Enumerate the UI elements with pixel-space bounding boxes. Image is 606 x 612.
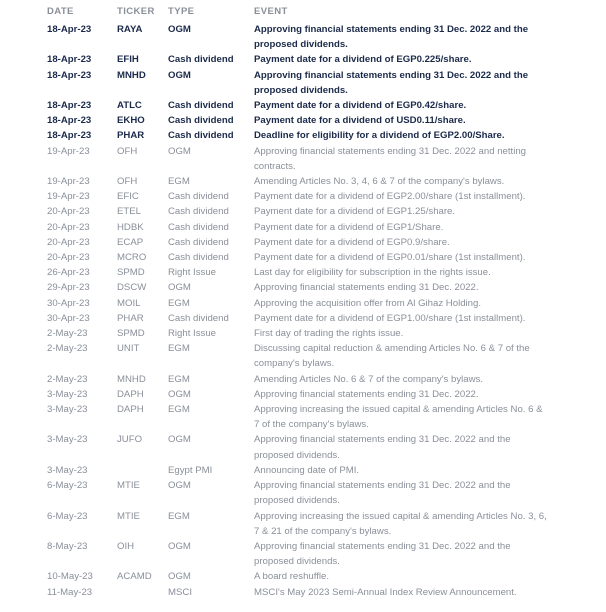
row-type: OGM	[168, 282, 191, 294]
row-ticker: SPMD	[117, 267, 145, 279]
table-row	[0, 478, 606, 508]
row-ticker: EFIH	[117, 54, 139, 66]
row-event: Approving financial statements ending 31 Dec. 2022 and the proposed dividends.	[254, 480, 511, 507]
row-type: OGM	[168, 145, 191, 157]
row-ticker: ATLC	[117, 100, 142, 112]
row-ticker: OFH	[117, 145, 138, 157]
table-row	[0, 250, 606, 265]
table-row	[0, 22, 606, 52]
row-date: 19-Apr-23	[47, 176, 90, 188]
table-row	[0, 569, 606, 584]
row-type: Cash dividend	[168, 130, 234, 142]
table-row	[0, 265, 606, 280]
row-date: 3-May-23	[47, 434, 88, 446]
row-date: 18-Apr-23	[47, 24, 92, 35]
row-type: EGM	[168, 373, 190, 385]
row-event: Approving financial statements ending 31 Dec. 2022 and the proposed dividends.	[254, 434, 511, 461]
table-row	[0, 296, 606, 311]
row-type: Cash dividend	[168, 236, 229, 248]
row-date: 11-May-23	[47, 586, 93, 598]
row-date: 20-Apr-23	[47, 236, 90, 248]
row-ticker: ACAMD	[117, 571, 152, 583]
row-ticker: ECAP	[117, 236, 144, 248]
row-event: Amending Articles No. 3, 4, 6 & 7 of the company's bylaws.	[254, 176, 505, 188]
row-date: 6-May-23	[47, 510, 88, 522]
row-type: OGM	[168, 388, 191, 400]
row-event: Approving financial statements ending 31 Dec. 2022 and the proposed dividends.	[254, 24, 529, 51]
row-date: 19-Apr-23	[47, 191, 90, 203]
row-event: A board reshuffle.	[254, 571, 330, 583]
row-event: Approving increasing the issued capital & amending Articles No. 6 & 7 of the company's bylaws.	[254, 404, 543, 431]
table-row	[0, 220, 606, 235]
row-ticker: PHAR	[117, 312, 144, 324]
row-date: 8-May-23	[47, 540, 88, 552]
row-date: 30-Apr-23	[47, 297, 90, 309]
row-ticker: MCRO	[117, 252, 147, 264]
table-row	[0, 585, 606, 600]
row-type: OGM	[168, 24, 191, 35]
row-date: 18-Apr-23	[47, 130, 92, 142]
row-date: 10-May-23	[47, 571, 93, 583]
table-row	[0, 326, 606, 341]
row-event: Approving financial statements ending 31 Dec. 2022 and the proposed dividends.	[254, 540, 511, 568]
table-row	[0, 311, 606, 326]
row-date: 2-May-23	[47, 343, 88, 355]
row-date: 3-May-23	[47, 388, 88, 400]
table-row	[0, 174, 606, 189]
row-ticker: SPMD	[117, 328, 145, 340]
header-ticker: TICKER	[117, 5, 155, 17]
row-event: Payment date for a dividend of USD0.11/share.	[254, 115, 466, 127]
row-event: Amending Articles No. 6 & 7 of the company's bylaws.	[254, 373, 483, 385]
row-date: 30-Apr-23	[47, 312, 90, 324]
row-date: 29-Apr-23	[47, 282, 90, 294]
row-type: Cash dividend	[168, 312, 229, 324]
row-event: Payment date for a dividend of EGP1.00/share (1st installment).	[254, 312, 526, 324]
row-date: 18-Apr-23	[47, 115, 92, 127]
row-event: Payment date for a dividend of EGP0.01/share (1st installment).	[254, 252, 526, 264]
table-row	[0, 189, 606, 204]
table-header	[0, 0, 606, 22]
row-ticker: DAPH	[117, 388, 144, 400]
table-row	[0, 280, 606, 295]
row-type: Cash dividend	[168, 100, 234, 112]
row-ticker: PHAR	[117, 130, 145, 142]
table-row	[0, 539, 606, 569]
row-type: Cash dividend	[168, 206, 229, 218]
row-event: Payment date for a dividend of EGP1.25/share.	[254, 206, 456, 218]
row-ticker: DSCW	[117, 282, 147, 294]
row-event: MSCI's May 2023 Semi-Annual Index Review Announcement.	[254, 586, 517, 598]
row-ticker: RAYA	[117, 24, 143, 35]
row-type: Right Issue	[168, 328, 216, 340]
row-date: 19-Apr-23	[47, 145, 90, 157]
row-date: 26-Apr-23	[47, 267, 90, 279]
row-ticker: EFIC	[117, 191, 139, 203]
row-event: Deadline for eligibility for a dividend of EGP2.00/Share.	[254, 130, 505, 142]
table-row	[0, 509, 606, 539]
row-type: OGM	[168, 69, 191, 81]
table-row	[0, 68, 606, 98]
row-event: First day of trading the rights issue.	[254, 328, 404, 340]
row-date: 20-Apr-23	[47, 206, 90, 218]
row-type: Cash dividend	[168, 252, 229, 264]
row-type: MSCI	[168, 586, 192, 598]
table-row	[0, 235, 606, 250]
row-type: EGM	[168, 176, 190, 188]
table-row	[0, 432, 606, 462]
row-type: OGM	[168, 571, 191, 583]
row-ticker: UNIT	[117, 343, 140, 355]
row-event: Payment date for a dividend of EGP0.9/share.	[254, 236, 450, 248]
table-body	[0, 22, 606, 600]
row-date: 6-May-23	[47, 480, 88, 492]
row-type: Egypt PMI	[168, 464, 213, 476]
table-row	[0, 52, 606, 67]
row-ticker: HDBK	[117, 221, 144, 233]
row-type: OGM	[168, 434, 191, 446]
row-type: EGM	[168, 404, 190, 416]
row-date: 20-Apr-23	[47, 221, 90, 233]
table-row	[0, 372, 606, 387]
row-ticker: JUFO	[117, 434, 143, 446]
row-ticker	[117, 585, 168, 600]
row-type: EGM	[168, 343, 190, 355]
row-event: Payment date for a dividend of EGP0.42/share.	[254, 100, 467, 112]
row-ticker	[117, 463, 168, 478]
row-type: OGM	[168, 540, 191, 552]
row-type: Cash dividend	[168, 115, 234, 127]
row-ticker: MOIL	[117, 297, 141, 309]
row-event: Payment date for a dividend of EGP0.225/share.	[254, 54, 472, 66]
row-ticker: MTIE	[117, 510, 140, 522]
row-type: Cash dividend	[168, 221, 229, 233]
row-date: 18-Apr-23	[47, 100, 92, 112]
table-row	[0, 387, 606, 402]
row-ticker: MNHD	[117, 69, 146, 81]
row-date: 2-May-23	[47, 373, 88, 385]
row-event: Announcing date of PMI.	[254, 464, 360, 476]
row-date: 18-Apr-23	[47, 54, 92, 66]
row-date: 3-May-23	[47, 464, 88, 476]
row-ticker: DAPH	[117, 404, 144, 416]
table-row	[0, 402, 606, 432]
row-event: Approving the acquisition offer from Al Gihaz Holding.	[254, 297, 481, 309]
table-row	[0, 113, 606, 128]
table-row	[0, 463, 606, 478]
table-row	[0, 98, 606, 113]
row-type: Right Issue	[168, 267, 216, 279]
table-row	[0, 144, 606, 174]
header-type: TYPE	[168, 5, 195, 17]
row-type: OGM	[168, 480, 191, 492]
row-type: EGM	[168, 510, 190, 522]
table-row	[0, 204, 606, 219]
row-date: 3-May-23	[47, 404, 88, 416]
row-event: Approving financial statements ending 31 Dec. 2022.	[254, 388, 479, 400]
row-date: 20-Apr-23	[47, 252, 90, 264]
row-ticker: OFH	[117, 176, 138, 188]
row-type: EGM	[168, 297, 190, 309]
row-event: Approving financial statements ending 31 Dec. 2022 and netting contracts.	[254, 145, 527, 172]
row-type: Cash dividend	[168, 54, 234, 66]
row-event: Last day for eligibility for subscription in the rights issue.	[254, 267, 491, 279]
table-row	[0, 128, 606, 143]
table-row	[0, 341, 606, 371]
row-event: Approving financial statements ending 31 Dec. 2022 and the proposed dividends.	[254, 69, 529, 96]
header-event: EVENT	[254, 5, 288, 17]
row-event: Approving financial statements ending 31 Dec. 2022.	[254, 282, 479, 294]
row-date: 18-Apr-23	[47, 69, 92, 81]
row-event: Payment date for a dividend of EGP2.00/share (1st installment).	[254, 191, 526, 203]
row-ticker: EKHO	[117, 115, 145, 127]
row-type: Cash dividend	[168, 191, 229, 203]
row-event: Discussing capital reduction & amending Articles No. 6 & 7 of the company's bylaws.	[254, 343, 530, 370]
row-ticker: OIH	[117, 540, 135, 552]
row-event: Approving increasing the issued capital & amending Articles No. 3, 6, 7 & 21 of the company's bylaws.	[254, 510, 547, 537]
header-date: DATE	[47, 5, 74, 17]
row-ticker: ETEL	[117, 206, 141, 218]
row-event: Payment date for a dividend of EGP1/Share.	[254, 221, 444, 233]
row-date: 2-May-23	[47, 328, 88, 340]
row-ticker: MNHD	[117, 373, 146, 385]
row-ticker: MTIE	[117, 480, 140, 492]
